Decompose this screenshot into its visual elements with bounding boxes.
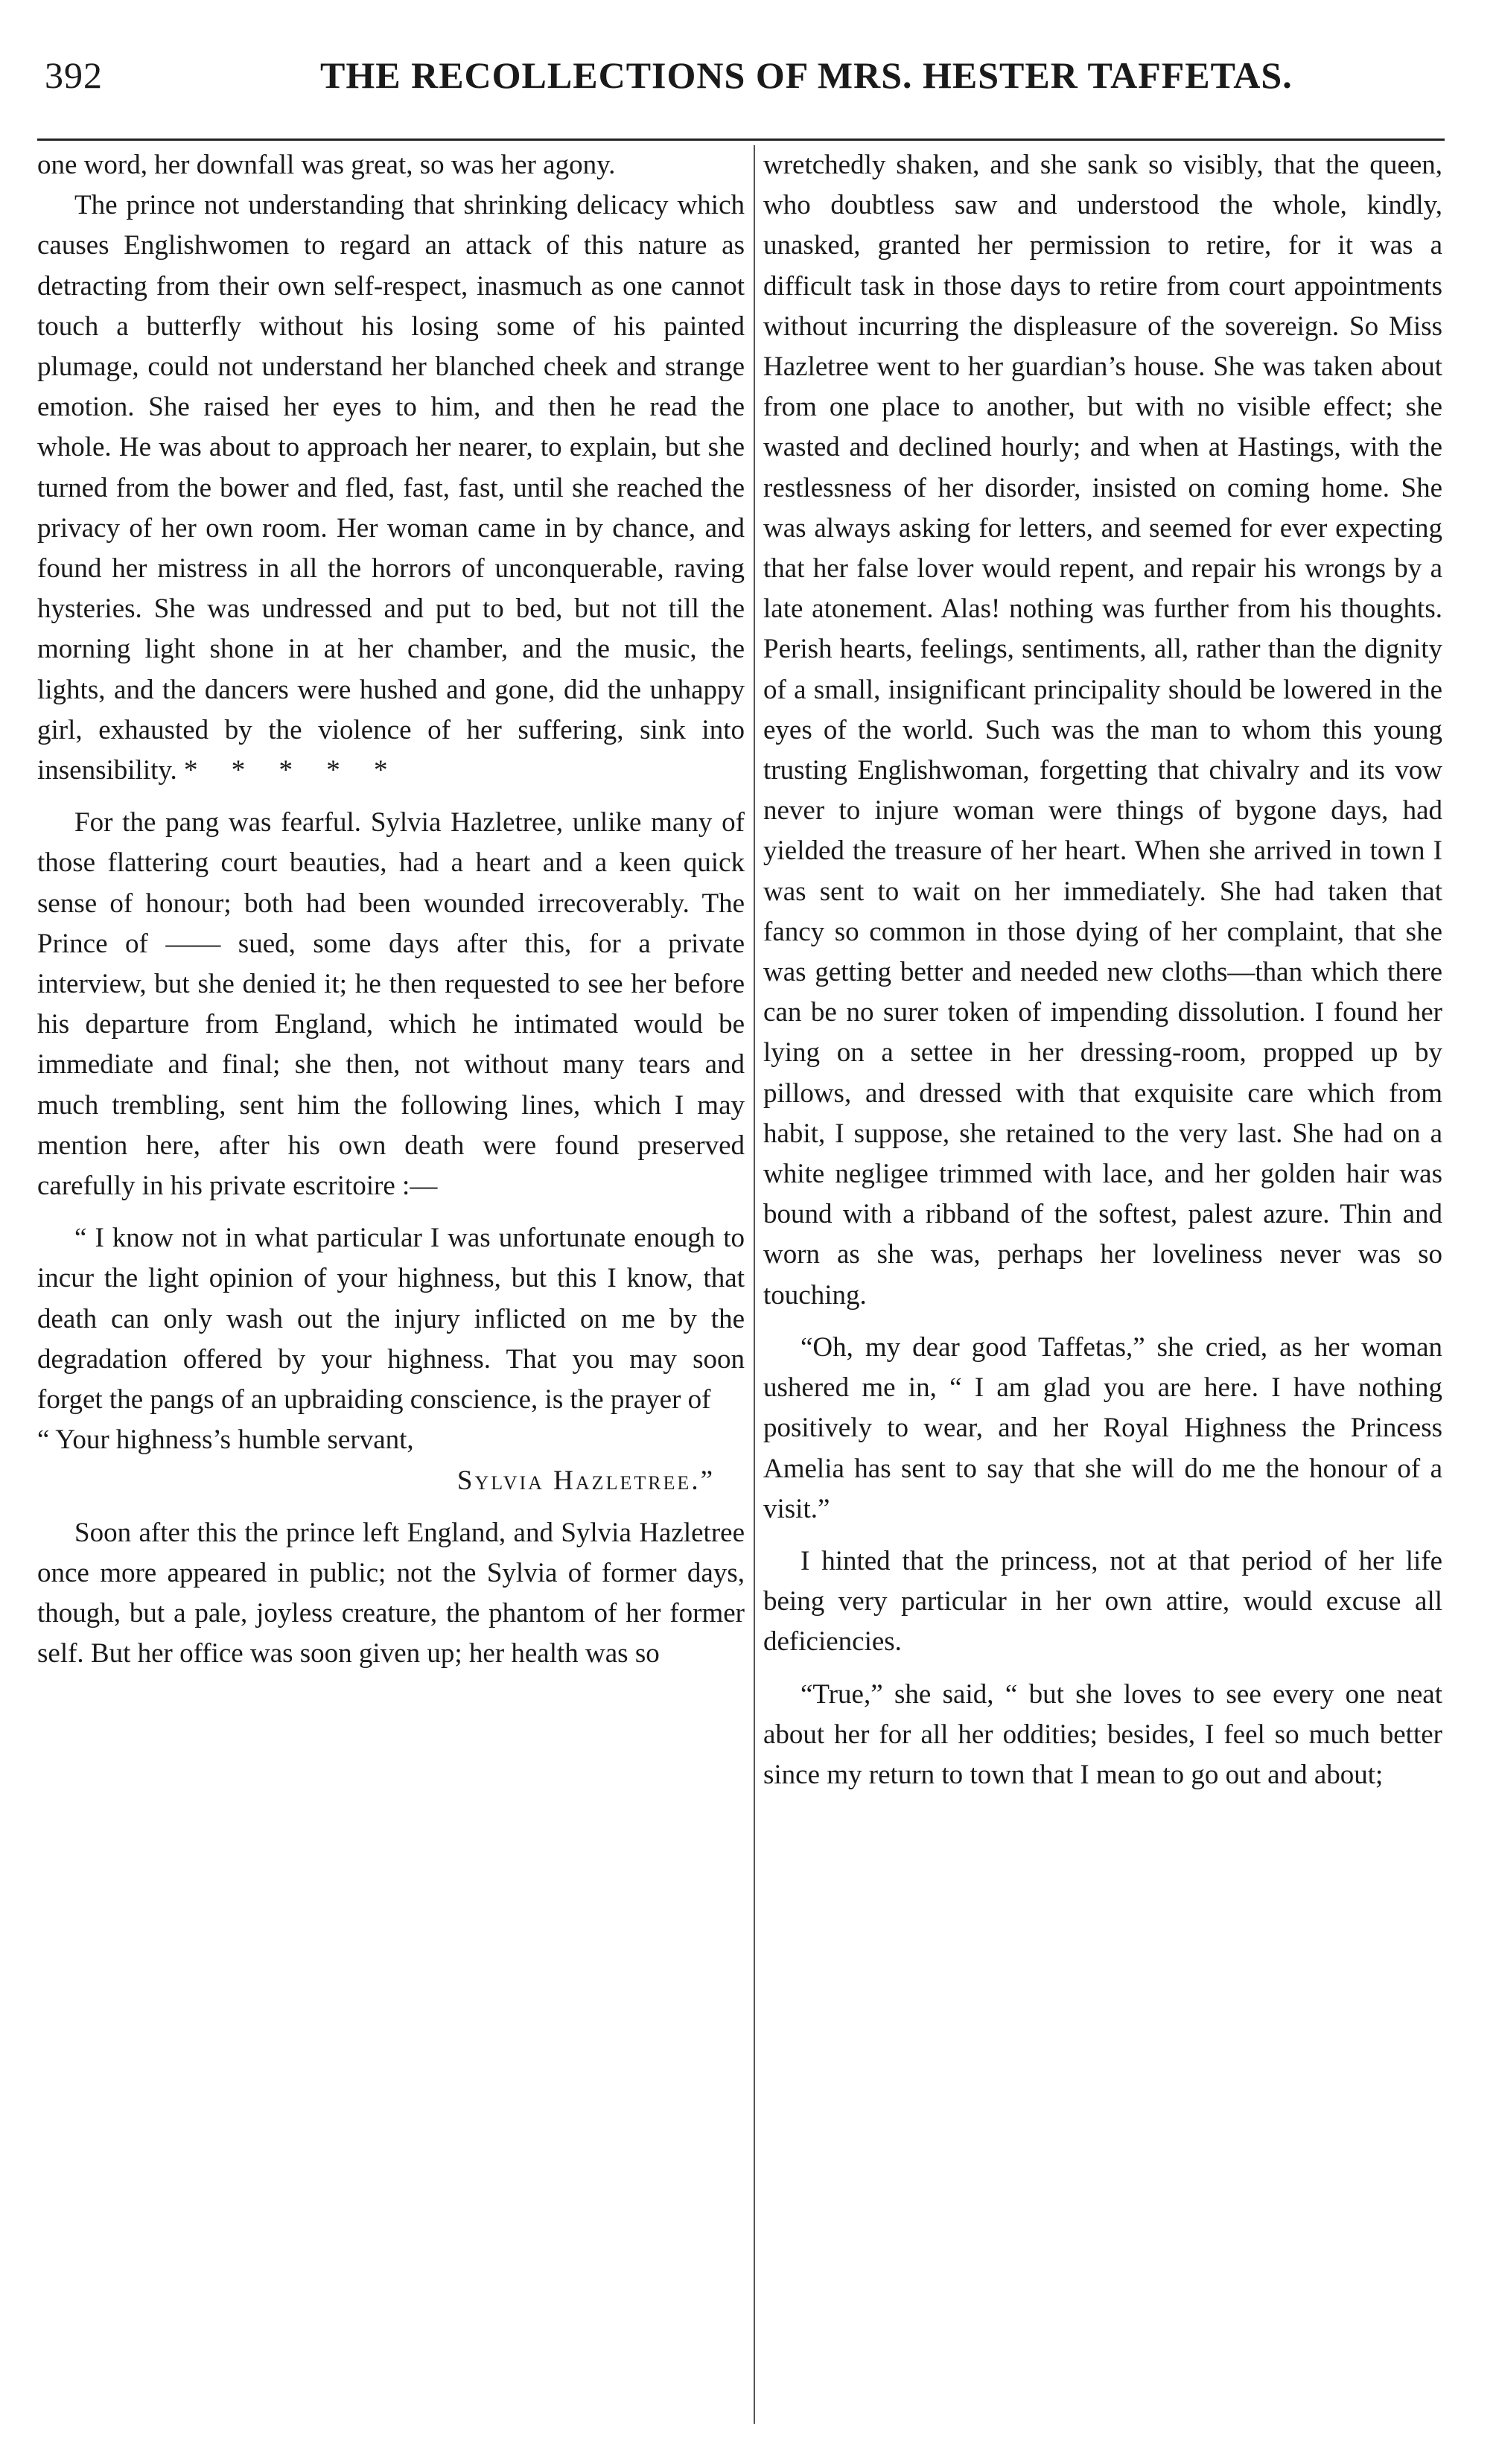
left-paragraph-1: one word, her downfall was great, so was her agony.	[37, 150, 616, 180]
letter-text: “ I know not in what particular I was unfortunate enough to incur the light opinion of your highness, but this I know, that death can only wash out the injury inflicted on me by the degradation offered by your highness. That you may soon forget the pangs of an upbraiding conscience, is the prayer of	[37, 1223, 745, 1416]
right-paragraph-2: “Oh, my dear good Taffetas,” she cried, as her woman ushered me in, “ I am glad you are here. I have nothing positively to wear, and her Royal Highness the Princess Amelia has sent to say that she will do me the honour of a visit.”	[763, 1331, 1442, 1524]
left-paragraph-3: For the pang was fearful. Sylvia Hazletree, unlike many of those flattering court beauties, had a heart and a keen quick sense of honour; both had been wounded irrecoverably. The Prince of —— sued, some days after this, for a private interview, but she denied it; he then requested to see her before his departure from England, which he intimated would be immediate and final; she then, not without many tears and much trembling, sent him the following lines, which I may mention here, after his own death were found preserved carefully in his private escritoire :—	[37, 807, 745, 1202]
text-columns	[37, 145, 1445, 2431]
running-head	[37, 46, 1466, 109]
right-paragraph-1: wretchedly shaken, and she sank so visibly, that the queen, who doubtless saw and understood the whole, kindly, unasked, granted her permission to retire, for it was a difficult task in those days to retire from court appointments without incurring the displeasure of the sovereign. So Miss Hazletree went to her guardian’s house. She was taken about from one place to another, but with no visible effect; she wasted and declined hourly; and when at Hastings, with the restlessness of her disorder, insisted on coming home. She was always asking for letters, and seemed for ever expecting that her false lover would repent, and repair his wrongs by a late atonement. Alas! nothing was further from his thoughts. Perish hearts, feelings, sentiments, all, rather than the dignity of a small, insignificant principality should be lowered in the eyes of the world. Such was the man to whom this young trusting Englishwoman, forgetting that chivalry and its vow never to injure woman were things of bygone days, had yielded the treasure of her heart. When she arrived in town I was sent to wait on her immediately. She had taken that fancy so common in those dying of her complaint, that she was getting better and needed new cloths—than which there can be no surer token of impending dissolution. I found her lying on a settee in her dressing-room, propped up by pillows, and dressed with that exquisite care which from habit, I suppose, she retained to the very last. She had on a white negligee trimmed with lace, and her golden hair was bound with a ribband of the softest, palest azure. Thin and worn as she was, perhaps her loveliness never was so touching.	[763, 150, 1442, 1311]
left-paragraph-2-text: The prince not understanding that shrinking delicacy which causes Englishwomen to regard an attack of this nature as detracting from their own self-respect, inasmuch as one cannot touch a butterfly without his losing some of his painted plumage, could not understand her blanched cheek and strange emotion. She raised her eyes to him, and then he read the whole. He was about to approach her nearer, to explain, but she turned from the bower and fled, fast, fast, until she reached the privacy of her own room. Her woman came in by chance, and found her mistress in all the horrors of unconquerable, raving hysteries. She was undressed and put to bed, but not till the morning light shone in at her chamber, and the music, the lights, and the dancers were hushed and gone, did the unhappy girl, exhausted by the violence of her suffering, sink into insensibility.	[37, 190, 745, 786]
letter-signoff: “ Your highness’s humble servant,	[37, 1424, 414, 1456]
right-column	[763, 145, 1442, 2431]
column-divider	[754, 145, 755, 2424]
left-column	[37, 145, 745, 2431]
running-title: THE RECOLLECTIONS OF MRS. HESTER TAFFETAS.	[320, 54, 1293, 96]
left-paragraph-2	[37, 185, 745, 791]
letter-signature: Sylvia Hazletree.”	[456, 1465, 715, 1496]
header-rule	[37, 139, 1445, 141]
page-number: 392	[45, 54, 103, 96]
right-paragraph-3: I hinted that the princess, not at that period of her life being very particular in her own attire, would excuse all deficiencies.	[763, 1545, 1442, 1658]
right-paragraph-4: “True,” she said, “ but she loves to see every one neat about her for all her oddities; besides, I feel so much better since my return to town that I mean to go out and about;	[763, 1678, 1442, 1790]
left-paragraph-4: Soon after this the prince left England, and Sylvia Hazletree once more appeared in public; not the Sylvia of former days, though, but a pale, joyless creature, the phantom of her former self. But her office was soon given up; her health was so	[37, 1517, 745, 1669]
section-break-stars: * * * * *	[184, 755, 401, 786]
